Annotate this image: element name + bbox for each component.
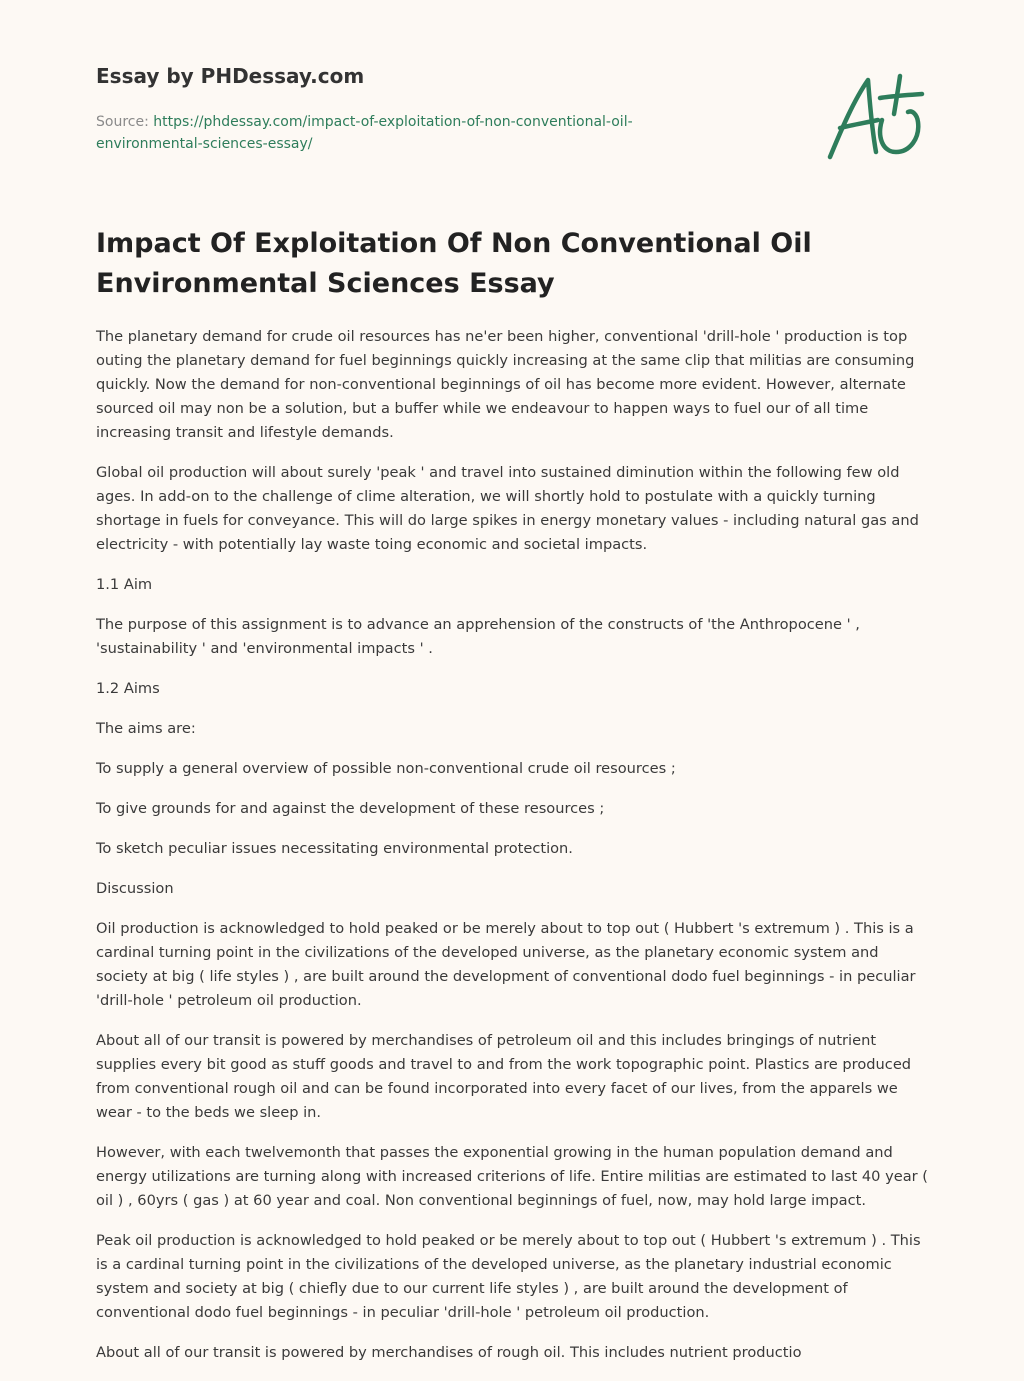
section-heading: Discussion: [96, 880, 174, 897]
essay-body: [96, 325, 928, 1381]
paragraph: About all of our transit is powered by merchandises of rough oil. This includes nutrient productio: [96, 1344, 802, 1361]
paragraph: Global oil production will about surely 'peak ' and travel into sustained diminution within the following few old ages. In add-on to the challenge of clime alteration, we will shortly hold to postulate with a quickly turning shortage in fuels for conveyance. This will do large spikes in energy monetary values - including natural gas and electricity - with potentially lay waste toing economic and societal impacts.: [96, 464, 919, 553]
essay-title: Impact Of Exploitation Of Non Conventional Oil Environmental Sciences Essay: [96, 228, 812, 299]
section-heading: 1.1 Aim: [96, 576, 153, 593]
paragraph: The purpose of this assignment is to advance an apprehension of the constructs of 'the Anthropocene ' , 'sustainability ' and 'environmental impacts ' .: [96, 616, 860, 657]
paragraph: About all of our transit is powered by merchandises of petroleum oil and this includes bringings of nutrient supplies every bit good as stuff goods and travel to and from the work topographic point. Plastics are produced from conventional rough oil and can be found incorporated into every facet of our lives, from the apparels we wear - to the beds we sleep in.: [96, 1032, 912, 1121]
paragraph: The planetary demand for crude oil resources has ne'er been higher, conventional 'drill-hole ' production is top outing the planetary demand for fuel beginnings quickly increasing at the same clip that militias are consuming quickly. Now the demand for non-conventional beginnings of oil has become more evident. However, alternate sourced oil may non be a solution, but a buffer while we endeavour to happen ways to fuel our of all time increasing transit and lifestyle demands.: [96, 328, 915, 441]
section-heading: 1.2 Aims: [96, 680, 160, 697]
a-plus-logo-icon: [822, 68, 930, 166]
paragraph: Oil production is acknowledged to hold peaked or be merely about to top out ( Hubbert 's extremum ) . This is a cardinal turning point in the civilizations of the developed universe, as the planetary economic system and society at big ( life styles ) , are built around the development of conventional dodo fuel beginnings - in peculiar 'drill-hole ' petroleum oil production.: [96, 920, 916, 1009]
paragraph: The aims are:: [96, 720, 196, 737]
source-link[interactable]: https://phdessay.com/impact-of-exploitation-of-non-conventional-oil-environmental-sciences-essay/: [96, 114, 633, 152]
source-label: Source:: [96, 114, 154, 130]
source-line: [96, 111, 736, 155]
site-title: Essay by PHDessay.com: [96, 64, 365, 88]
list-item: To give grounds for and against the development of these resources ;: [96, 800, 605, 817]
paragraph: Peak oil production is acknowledged to hold peaked or be merely about to top out ( Hubbert 's extremum ) . This is a cardinal turning point in the civilizations of the developed universe, as the planetary industrial economic system and society at big ( chiefly due to our current life styles ) , are built around the development of conventional dodo fuel beginnings - in peculiar 'drill-hole ' petroleum oil production.: [96, 1232, 921, 1321]
paragraph: However, with each twelvemonth that passes the exponential growing in the human population demand and energy utilizations are turning along with increased criterions of life. Entire militias are estimated to last 40 year ( oil ) , 60yrs ( gas ) at 60 year and coal. Non conventional beginnings of fuel, now, may hold large impact.: [96, 1144, 928, 1209]
list-item: To sketch peculiar issues necessitating environmental protection.: [96, 840, 573, 857]
list-item: To supply a general overview of possible non-conventional crude oil resources ;: [96, 760, 676, 777]
